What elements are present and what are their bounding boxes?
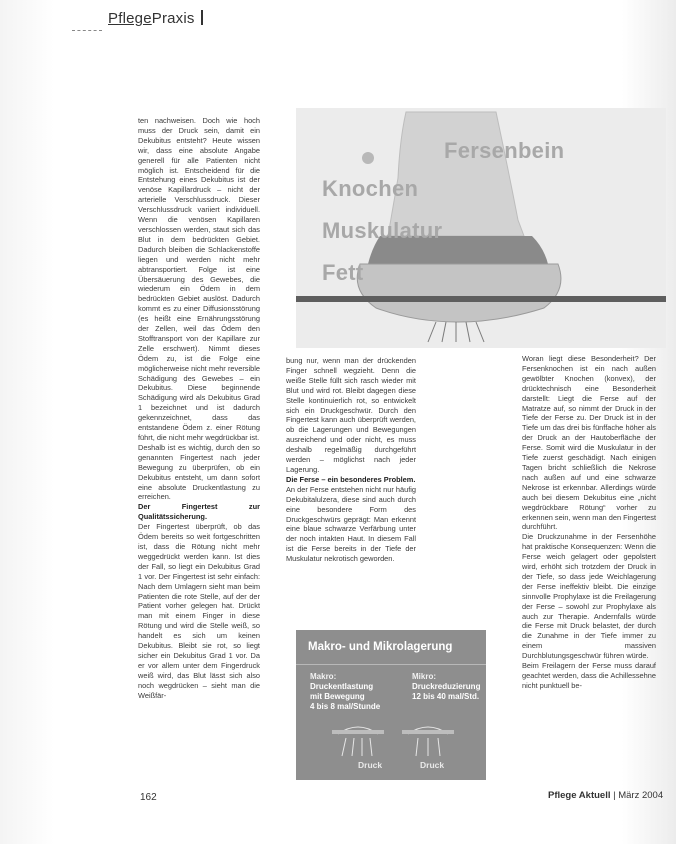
column-1-paragraph: ten nachweisen. Doch wie hoch muss der Druck sein, damit ein Dekubitus entsteht? Heute wissen wir, dass eine absolute Angabe generell für alle Patienten nicht möglich ist. Entscheidend für die Entstehung eines Dekubitus ist der venöse Kapillardruck – nicht der arterielle Verschlussdruck. Dieser Verschlussdruck variiert individuell. Wenn die venösen Kapillaren verschlossen werden, staut sich das Blut in dem bedrückten Gebiet. Dadurch bleiben die Schlackenstoffe liegen und werden nicht mehr abtransportiert. Folge ist eine Übersäuerung des Gewebes, die wiederum ein Ödem in dem bedrückten Gebiet auslöst. Dadurch kommt es zu einer Diffusionsstörung (es heißt eine Ernährungsstörung der Zellen, weil das Ödem den Stofftransport von der Kapillare zur Zelle erschwert). Nimmt dieses Ödem zu, ist die Folge eine möglicherweise nicht mehr reversible Schädigung des Gewebes – ein Dekubitus. Diese beginnende Schädigung wird als Dekubitus Grad 1 bezeichnet und ist dadurch gekennzeichnet, dass das entstandene Ödem z. einer Rötung führt, die nicht mehr wegdrückbar ist. — [138, 116, 260, 442]
column-1-paragraph: Deshalb ist es wichtig, durch den so genannten Fingertest nach jeder Bewegung zu überprüfen, ob ein Dekubitus entsteht, um dann sofort eine absolute Druckentlastung zu erreichen. — [138, 442, 260, 502]
column-1-subheading: Der Fingertest zur Qualitätssicherung. — [138, 502, 260, 522]
column-1-paragraph: Der Fingertest überprüft, ob das Ödem bereits so weit fortgeschritten ist, dass die Rötung nicht mehr weggedrückt werden kann. Ist dies der Fall, so liegt ein Dekubitus Grad 1 vor. Der Fingertest ist sehr einfach: Nach dem Umlagern sieht man beim Patienten die rote Stelle, auf der der Patient vorher gelegen hat. Drückt man mit einem Finger in diese Rötung und wird die Stelle weiß, so handelt es sich um keinen Dekubitus. Bleibt sie rot, so liegt sicher ein Dekubitus Grad 1 vor. Da er vor allem unter dem Fingerdruck weiß wird, das Blut lässt sich also noch wegdrücken – sieht man die Weißfär- — [138, 522, 260, 700]
footer-magazine-name: Pflege Aktuell — [548, 790, 611, 801]
mikro-line: Druckreduzierung — [412, 682, 481, 691]
crop-mark — [72, 30, 102, 31]
footer-issue: März 2004 — [618, 790, 664, 801]
header-brand-pflege: Pflege — [108, 10, 152, 27]
mikro-label: Mikro: — [412, 672, 436, 681]
label-knochen: Knochen — [322, 176, 419, 201]
column-3-paragraph: Beim Freilagern der Ferse muss darauf geachtet werden, dass die Achillessehne nicht punktuell be- — [522, 661, 656, 690]
lagerung-infobox — [296, 630, 486, 780]
makro-line: mit Bewegung — [310, 692, 365, 701]
article-column-1 — [138, 116, 260, 748]
druck-label-left: Druck — [358, 760, 383, 770]
article-column-3 — [522, 354, 656, 782]
makro-label: Makro: — [310, 672, 337, 681]
section-header — [108, 10, 203, 27]
makro-line: Druckentlastung — [310, 682, 374, 691]
column-2-paragraph: bung nur, wenn man der drückenden Finger schnell wegzieht. Denn die weiße Stelle füllt sich rasch wieder mit Blut und wird rot. Bleibt dagegen diese Stelle kontinuierlich rot, so entwickelt sich ein Druckgeschwür. Durch den Fingertest kann auch überprüft werden, ob die Lagerungen und Bewegungen ausreichend und oder nicht, es muss deshalb regelmäßig durchgeführt werden – möglichst nach jeder Lagerung. — [286, 356, 416, 474]
label-fett: Fett — [322, 260, 364, 285]
makro-line: 4 bis 8 mal/Stunde — [310, 702, 381, 711]
footer-magazine: Pflege Aktuell | März 2004 — [548, 790, 664, 801]
fersenbein-illustration — [296, 108, 666, 348]
header-brand-praxis: Praxis — [151, 10, 195, 27]
column-2-subheading: Die Ferse – ein besonderes Problem. — [286, 474, 416, 484]
page-number: 162 — [140, 792, 157, 803]
label-fersenbein: Fersenbein — [444, 138, 565, 163]
column-3-paragraph: Die Druckzunahme in der Fersenhöhe hat praktische Konsequenzen: Wenn die Ferse weich gelagert oder gepolstert wird, erhöht sich trotzdem der Druck in der Tiefe, so dass jede Weichlagerung der Ferse ineffektiv bleibt. Die einzige sinnvolle Prophylaxe ist die Freilagerung der Ferse – sowohl zur Prophylaxe als auch zur Therapie. Andernfalls würde die Ferse mit Druck belastet, der durch die Zunahme in der Tiefe immer zu einem massiven Durchblutungsgeschwür führen würde. — [522, 532, 656, 661]
column-3-paragraph: Woran liegt diese Besonderheit? Der Fersenknochen ist ein nach außen gewölbter Knochen (konvex), der drücktechnisch eine Besonderheit darstellt: Liegt die Ferse auf der Matratze auf, so nimmt der Druck in der Tiefe der Ferse zu. Der Druck ist in der Tiefe um das drei bis fünffache höher als der Druck an der Hautoberfläche der Ferse. Somit wird die Muskulatur in der Tiefe zuerst geschädigt. Nach einigen Tagen bricht schließlich die Nekrose nach außen auf und eine schwarze Nekrose ist erkennbar. Allerdings würde auch bei diesem Dekubitus eine „nicht wegdrückbare Rötung“ vorher zu erkennen sein, wenn man den Fingertest durchführt. — [522, 354, 656, 532]
mikro-line: 12 bis 40 mal/Std. — [412, 692, 480, 701]
label-muskulatur: Muskulatur — [322, 218, 443, 243]
pressure-diagram — [296, 630, 486, 780]
article-column-2 — [286, 356, 416, 596]
header-divider — [201, 10, 203, 25]
druck-label-right: Druck — [420, 760, 445, 770]
infobox-title: Makro- und Mikrolagerung — [308, 641, 453, 653]
column-2-paragraph: An der Ferse entstehen nicht nur häufig Dekubitalulzera, diese sind auch durch eine besondere Form des Druckgeschwürs geprägt: Man erkennt eine blaue schwarze Verfärbung unter der noch intakten Haut. In diesem Fall ist die Ferse bereits in der Tiefe der Muskulatur nekrotisch geworden. — [286, 484, 416, 564]
